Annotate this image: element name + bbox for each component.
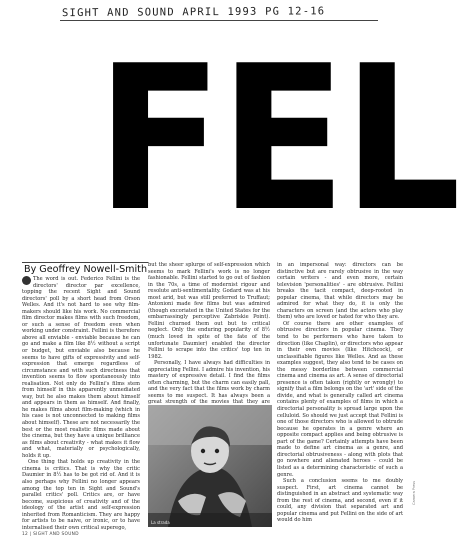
byline: By Geoffrey Nowell-Smith <box>24 264 148 275</box>
paragraph: Of course there are other examples of obtrusive directors in popular cinema. They tend to be performers who have taken to direction (like Chaplin), or directors who appear in their own movies (like Hitchcock), or unclassifiable figures like Welles. And as these examples suggest, they also tend to be cases on the messy borderline between commercial cinema and cinema as art. A sense of directorial presence is often taken (rightly or wrongly) to signify that a film belongs on the 'art' side of the divide, and what is generally called art cinema contains plenty of examples of films in which a directorial personality is spread large upon the celluloid. So should we just accept that Fellini is one of those directors who is allowed to obtrude because he operates in a genre where an opposite compact applies and being obtrusive is part of the game? Certainly attempts have been made to define art cinema as a genre, and directorial obtrusiveness - along with plots that go nowhere and alienated heroes - could be listed as a determining characteristic of such a genre. <box>277 320 403 478</box>
handwritten-annotation: SIGHT AND SOUND APRIL 1993 PG 12-16 <box>61 5 326 20</box>
article-column-1 <box>22 276 140 531</box>
paragraph: Personally, I have always had difficulties in appreciating Fellini. I admire his invention, his mastery of expressive detail. I find the films often charming, but the charm can easily pall, and the very fact that the films work by charm seems to me suspect. It has always been a great strength of the movies that they are <box>148 360 270 406</box>
article-column-2 <box>148 262 270 406</box>
annotation-underline <box>60 20 378 21</box>
paragraph: in an impersonal way: directors can be distinctive but are rarely obtrusive in the way certain writers - and even more, certain television 'personalities' - are obtrusive. Fellini breaks the tacit compact, deep-rooted in popular cinema, that while directors may be admired for what they do, it is only the characters on screen (and the actors who play them) who are loved or hated for who they are. <box>277 262 403 321</box>
headline-text: FEL <box>96 23 457 256</box>
paragraph: The word is out. Federico Fellini is the directors' director par excellence, topping the recent Sight and Sound directors' poll by a short head from Orson Welles. And it's not hard to see why film-makers should like his work. No commercial film director makes films with such freedom, or such a sense of freedom even when working under constraint. Fellini is therefore above all enviable - enviable because he can go and make a film like 8½ without a script or budget, but enviable also because he seems to have gifts of expressivity and self-expression that emerge regardless of circumstance and with such directness that invention seems to flow spontaneously into realisation. Not only do Fellini's films stem from himself in this apparently unmediated way, but he also makes them about himself and appears in them as himself. And finally, he makes films about film-making (which in his case is not unconnected to making films about himself). These are not necessarily the best or the most realistic films made about the cinema, but they have a unique brilliance as films about creativity - what makes it flow and what, materially or psychologically, holds it up. <box>22 276 140 459</box>
headline <box>96 23 457 256</box>
page-footer: 12 | SIGHT AND SOUND <box>22 532 79 537</box>
paragraph: Such a conclusion seems to me doubly suspect. First, art cinema cannot be distinguished in an abstract and systematic way from the rest of cinema, and second, even if it could, any division that separated art and popular cinema and put Fellini on the side of art would do him <box>277 478 403 524</box>
film-still-image <box>148 405 272 527</box>
photo-caption: La strada <box>151 520 170 525</box>
film-still-photo <box>148 405 272 527</box>
drop-cap-bullet-icon <box>22 276 31 285</box>
drop-cap <box>22 276 31 285</box>
paragraph: One thing that holds up creativity in the cinema is critics. That is why the critic Daumier in 8½ has to be got rid of. And it is also perhaps why Fellini no longer appears among the top ten in Sight and Sound's parallel critics' poll. Critics are, or have become, suspicious of creativity and of the ideology of the artist and self-expression inherited from Romanticism. They are happy for artists to be naive, or ironic, or to have internalised their own critical superego, <box>22 459 140 531</box>
photo-credit: Camera Press <box>412 480 416 505</box>
article-column-3 <box>277 262 403 528</box>
byline-rule <box>22 262 148 263</box>
paragraph: but the sheer splurge of self-expression which seems to mark Fellini's work is no longer fashionable. Fellini started to go out of fashion in the 70s, a time of modernist rigour and resolute anti-sentimentality. Godard was at his most arid, but was still preferred to Truffaut; Antonioni made few films but was admired (though excoriated in the United States for the embarrassingly perceptive Zabriskie Point). Fellini churned them out but to critical neglect. Only the enduring popularity of 8½ (much loved in spite of the fate of the unfortunate Daumier) enabled the director Fellini to scrape into the critics' top ten in 1982. <box>148 262 270 360</box>
